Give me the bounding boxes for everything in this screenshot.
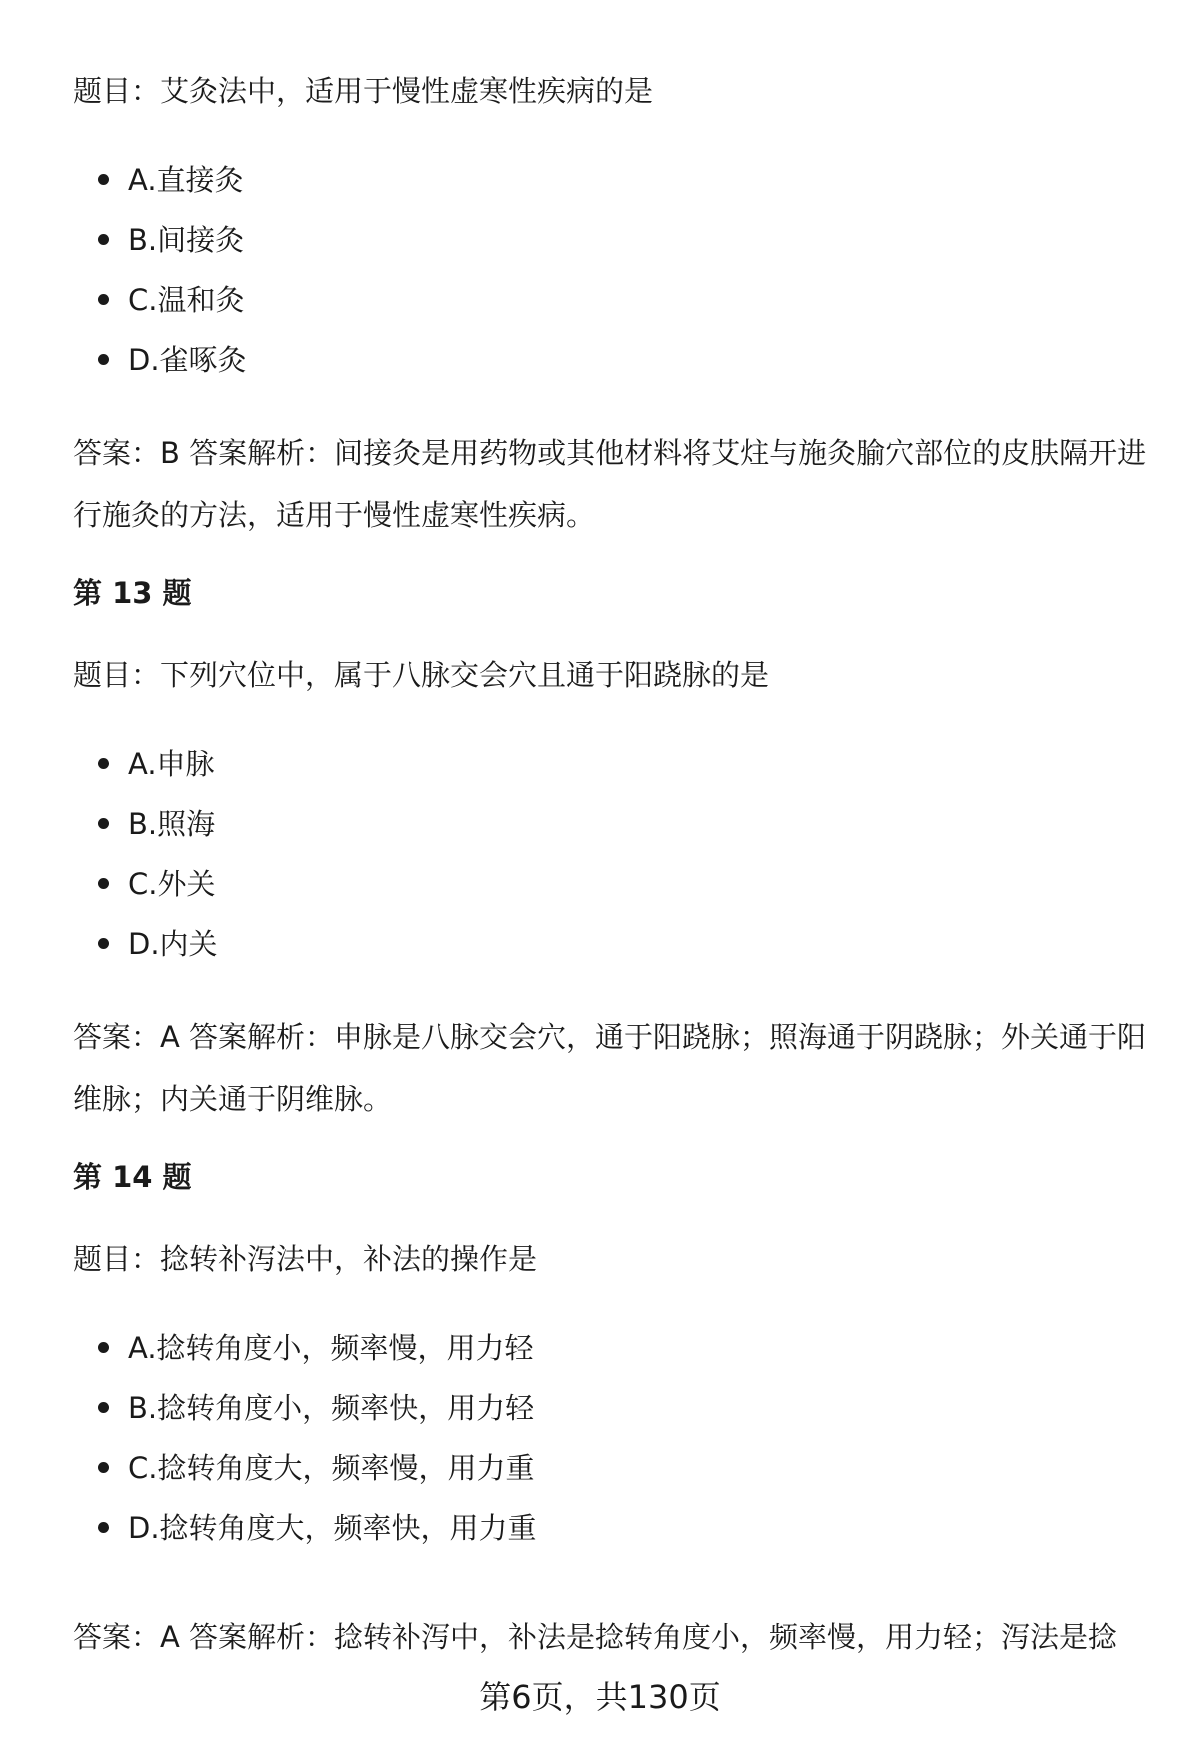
option-label: C.温和灸	[128, 283, 245, 317]
question-14-heading: 第 14 题	[73, 1160, 192, 1194]
bullet-icon	[98, 938, 109, 949]
bullet-icon	[98, 174, 109, 185]
option-label: A.申脉	[128, 747, 215, 781]
question-14-answer: 答案：A 答案解析：捻转补泻中，补法是捻转角度小，频率慢，用力轻；泻法是捻	[73, 1620, 1118, 1654]
option-label: D.内关	[128, 927, 218, 961]
question-13-options	[73, 734, 1153, 974]
option-d	[73, 1498, 1153, 1558]
bullet-icon	[98, 354, 109, 365]
option-b	[73, 1378, 1153, 1438]
bullet-icon	[98, 234, 109, 245]
option-c	[73, 854, 1153, 914]
document-page	[73, 66, 1153, 1590]
question-13-heading: 第 13 题	[73, 576, 192, 610]
bullet-icon	[98, 1342, 109, 1353]
question-14-text: 题目：捻转补泻法中，补法的操作是	[73, 1242, 538, 1276]
option-d	[73, 914, 1153, 974]
option-c	[73, 270, 1153, 330]
option-c	[73, 1438, 1153, 1498]
option-b	[73, 794, 1153, 854]
option-label: B.捻转角度小，频率快，用力轻	[128, 1391, 535, 1425]
question-12-text: 题目：艾灸法中，适用于慢性虚寒性疾病的是	[73, 74, 654, 108]
bullet-icon	[98, 1462, 109, 1473]
bullet-icon	[98, 758, 109, 769]
bullet-icon	[98, 1522, 109, 1533]
option-label: D.捻转角度大，频率快，用力重	[128, 1511, 537, 1545]
option-label: A.捻转角度小，频率慢，用力轻	[128, 1331, 534, 1365]
option-a	[73, 734, 1153, 794]
question-13-text: 题目：下列穴位中，属于八脉交会穴且通于阳跷脉的是	[73, 658, 770, 692]
option-label: B.间接灸	[128, 223, 245, 257]
question-14-options	[73, 1318, 1153, 1558]
question-12-options	[73, 150, 1153, 390]
bullet-icon	[98, 878, 109, 889]
option-label: C.捻转角度大，频率慢，用力重	[128, 1451, 535, 1485]
option-label: A.直接灸	[128, 163, 244, 197]
page-number: 第6页，共130页	[479, 1678, 721, 1716]
option-label: C.外关	[128, 867, 216, 901]
question-13-answer: 答案：A 答案解析：申脉是八脉交会穴，通于阳跷脉；照海通于阴跷脉；外关通于阳维脉；内关通于阴维脉。	[73, 1020, 1147, 1116]
bullet-icon	[98, 1402, 109, 1413]
option-a	[73, 1318, 1153, 1378]
option-label: B.照海	[128, 807, 216, 841]
option-a	[73, 150, 1153, 210]
question-12-answer: 答案：B 答案解析：间接灸是用药物或其他材料将艾炷与施灸腧穴部位的皮肤隔开进行施灸的方法，适用于慢性虚寒性疾病。	[73, 436, 1147, 532]
option-b	[73, 210, 1153, 270]
option-label: D.雀啄灸	[128, 343, 247, 377]
bullet-icon	[98, 818, 109, 829]
bullet-icon	[98, 294, 109, 305]
option-d	[73, 330, 1153, 390]
